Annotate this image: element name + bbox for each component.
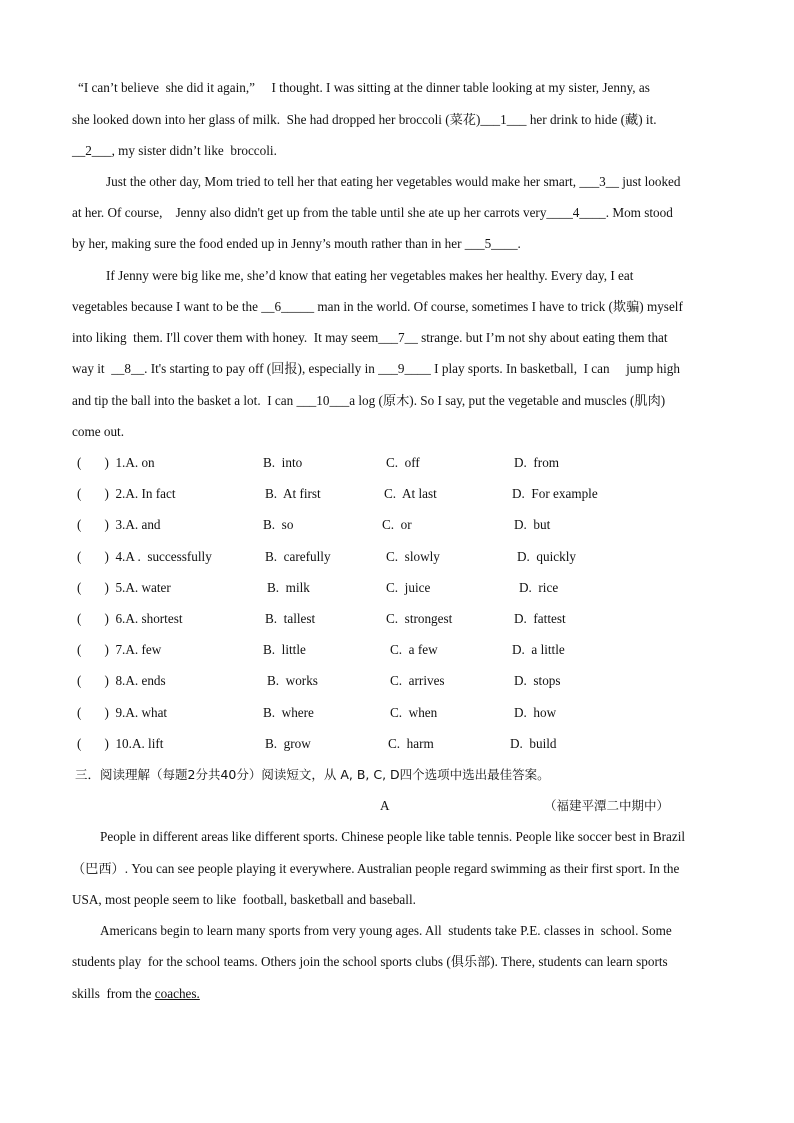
- option-b[interactable]: B. into: [263, 455, 303, 470]
- cloze-line-10: way it __8__. It's starting to pay off (回报), especially in ___9____ I play sports. In basketball, I can jump high: [72, 361, 680, 376]
- reading-line-6: [72, 985, 200, 1003]
- option-c[interactable]: C. off: [386, 455, 420, 470]
- option-b[interactable]: B. tallest: [265, 611, 316, 626]
- option-d[interactable]: D. from: [514, 455, 560, 470]
- option-b[interactable]: B. works: [267, 673, 318, 688]
- question-row: [77, 548, 576, 566]
- reading-line-1: People in different areas like different sports. Chinese people like table tennis. People like soccer best in Brazil: [100, 829, 686, 844]
- question-row: [77, 610, 566, 628]
- option-b[interactable]: B. so: [263, 517, 294, 532]
- reading-line-2: （巴西）. You can see people playing it everywhere. Australian people regard swimming as their first sport. In the: [72, 861, 680, 876]
- cloze-line-7: If Jenny were big like me, she’d know that eating her vegetables makes her healthy. Every day, I eat: [106, 268, 634, 283]
- question-number-option-a[interactable]: ( ) 3.A. and: [77, 517, 161, 532]
- option-c[interactable]: C. harm: [388, 736, 434, 751]
- reading-section-title: 三．阅读理解（每题2分共40分）阅读短文，从 A, B, C, D四个选项中选出最佳答案。: [75, 767, 550, 782]
- question-row: [77, 641, 565, 659]
- option-d[interactable]: D. stops: [514, 673, 561, 688]
- option-d[interactable]: D. build: [510, 736, 557, 751]
- passage-label: A: [380, 798, 390, 813]
- cloze-line-8: vegetables because I want to be the __6_____ man in the world. Of course, sometimes I have to trick (欺骗) myself: [72, 299, 683, 314]
- option-b[interactable]: B. At first: [265, 486, 321, 501]
- question-number-option-a[interactable]: ( ) 2.A. In fact: [77, 486, 176, 501]
- question-row: [77, 735, 557, 753]
- question-number-option-a[interactable]: ( ) 6.A. shortest: [77, 611, 183, 626]
- question-row: [77, 672, 561, 690]
- cloze-line-3: __2___, my sister didn’t like broccoli.: [72, 143, 277, 158]
- question-number-option-a[interactable]: ( ) 9.A. what: [77, 705, 168, 720]
- question-number-option-a[interactable]: ( ) 5.A. water: [77, 580, 171, 595]
- question-number-option-a[interactable]: ( ) 1.A. on: [77, 455, 155, 470]
- option-b[interactable]: B. little: [263, 642, 306, 657]
- reading-line-6-text: skills from the: [72, 986, 155, 1001]
- cloze-line-1: “I can’t believe she did it again,” I thought. I was sitting at the dinner table looking at my sister, Jenny, as: [78, 80, 650, 95]
- cloze-line-2: she looked down into her glass of milk. She had dropped her broccoli (菜花)___1___ her drink to hide (藏) it.: [72, 112, 657, 127]
- question-row: [77, 579, 559, 597]
- option-d[interactable]: D. fattest: [514, 611, 566, 626]
- option-d[interactable]: D. a little: [512, 642, 565, 657]
- option-d[interactable]: D. quickly: [517, 549, 576, 564]
- question-number-option-a[interactable]: ( ) 4.A . successfully: [77, 549, 212, 564]
- option-c[interactable]: C. slowly: [386, 549, 440, 564]
- cloze-line-9: into liking them. I'll cover them with honey. It may seem___7__ strange. but I’m not shy about eating them that: [72, 330, 668, 345]
- question-row: [77, 516, 551, 534]
- cloze-line-12: come out.: [72, 424, 125, 439]
- cloze-line-4: Just the other day, Mom tried to tell her that eating her vegetables would make her smart, ___3__ just looked: [106, 174, 681, 189]
- option-c[interactable]: C. or: [382, 517, 412, 532]
- underlined-word-coaches: coaches.: [154, 986, 200, 1001]
- option-c[interactable]: C. arrives: [390, 673, 445, 688]
- option-c[interactable]: C. a few: [390, 642, 438, 657]
- question-number-option-a[interactable]: ( ) 7.A. few: [77, 642, 162, 657]
- option-c[interactable]: C. when: [390, 705, 438, 720]
- passage-source: （福建平潭二中期中）: [544, 798, 670, 813]
- reading-line-5: students play for the school teams. Others join the school sports clubs (俱乐部). There, students can learn sports: [72, 954, 668, 969]
- cloze-line-6: by her, making sure the food ended up in Jenny’s mouth rather than in her ___5____.: [72, 236, 521, 251]
- reading-line-4: Americans begin to learn many sports from very young ages. All students take P.E. classes in school. Some: [100, 923, 672, 938]
- option-c[interactable]: C. strongest: [386, 611, 453, 626]
- question-number-option-a[interactable]: ( ) 10.A. lift: [77, 736, 164, 751]
- option-c[interactable]: C. juice: [386, 580, 431, 595]
- option-d[interactable]: D. how: [514, 705, 557, 720]
- question-row: [77, 454, 560, 472]
- option-d[interactable]: D. but: [514, 517, 551, 532]
- option-b[interactable]: B. milk: [267, 580, 310, 595]
- cloze-line-5: at her. Of course, Jenny also didn't get up from the table until she ate up her carrots very____4____. Mom stood: [72, 205, 673, 220]
- option-b[interactable]: B. where: [263, 705, 314, 720]
- question-number-option-a[interactable]: ( ) 8.A. ends: [77, 673, 166, 688]
- reading-line-3: USA, most people seem to like football, basketball and baseball.: [72, 892, 416, 907]
- option-d[interactable]: D. For example: [512, 486, 598, 501]
- question-row: [77, 485, 598, 503]
- option-c[interactable]: C. At last: [384, 486, 437, 501]
- option-d[interactable]: D. rice: [519, 580, 559, 595]
- cloze-line-11: and tip the ball into the basket a lot. I can ___10___a log (原木). So I say, put the vegetable and muscles (肌肉): [72, 393, 666, 408]
- question-row: [77, 704, 557, 722]
- option-b[interactable]: B. carefully: [265, 549, 331, 564]
- option-b[interactable]: B. grow: [265, 736, 311, 751]
